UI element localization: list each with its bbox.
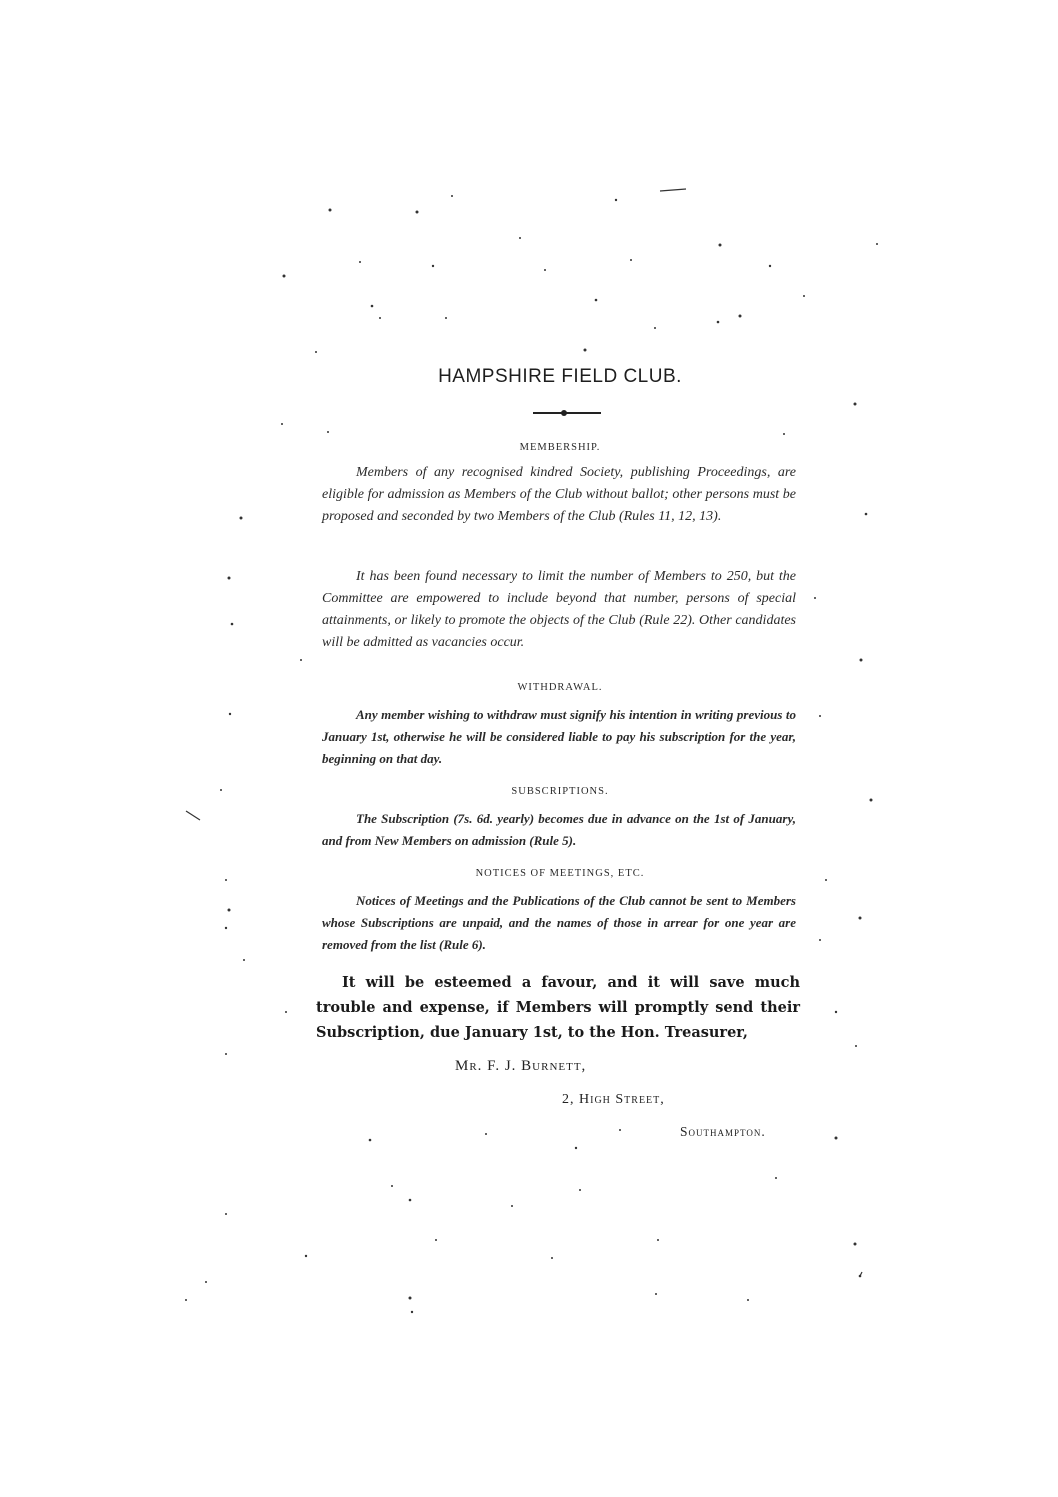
treasurer-street: 2, High Street,	[562, 1092, 665, 1107]
heading-withdrawal: WITHDRAWAL.	[517, 682, 603, 693]
treasurer-name: Mr. F. J. Burnett,	[455, 1058, 587, 1074]
paragraph-membership-eligibility: Members of any recognised kindred Society, publishing Proceedings, are eligible for admission as Members of the Club without ballot; other persons must be proposed and seconded by two Members of the Club (Rules 11, 12, 13).	[322, 465, 796, 524]
paragraph-subscriptions: The Subscription (7s. 6d. yearly) becomes due in advance on the 1st of January, and from New Members on admission (Rule 5).	[322, 811, 796, 848]
paragraph-notices: Notices of Meetings and the Publications of the Club cannot be sent to Members whose Subscriptions are unpaid, and the names of those in arrear for one year are removed from the list (Rule 6).	[322, 893, 796, 952]
heading-membership: MEMBERSHIP.	[519, 442, 601, 453]
title-rule-ornament	[561, 410, 567, 416]
paragraph-membership-limit: It has been found necessary to limit the number of Members to 250, but the Committee are empowered to include beyond that number, persons of special attainments, or likely to promote the objects of the Club (Rule 22). Other candidates will be admitted as vacancies occur.	[322, 569, 796, 650]
heading-subscriptions: SUBSCRIPTIONS.	[511, 786, 609, 797]
heading-notices: NOTICES OF MEETINGS, ETC.	[475, 868, 645, 879]
title-rule	[533, 412, 601, 414]
paragraph-withdrawal: Any member wishing to withdraw must signify his intention in writing previous to January 1st, otherwise he will be considered liable to pay his subscription for the year, beginning on that day.	[322, 707, 796, 766]
treasurer-town: Southampton.	[680, 1124, 766, 1139]
subscription-reminder-notice: It will be esteemed a favour, and it will save much trouble and expense, if Members will promptly send their Subscription, due January 1st, to the Hon. Treasurer,	[316, 974, 800, 1041]
document-title: HAMPSHIRE FIELD CLUB.	[438, 366, 682, 387]
